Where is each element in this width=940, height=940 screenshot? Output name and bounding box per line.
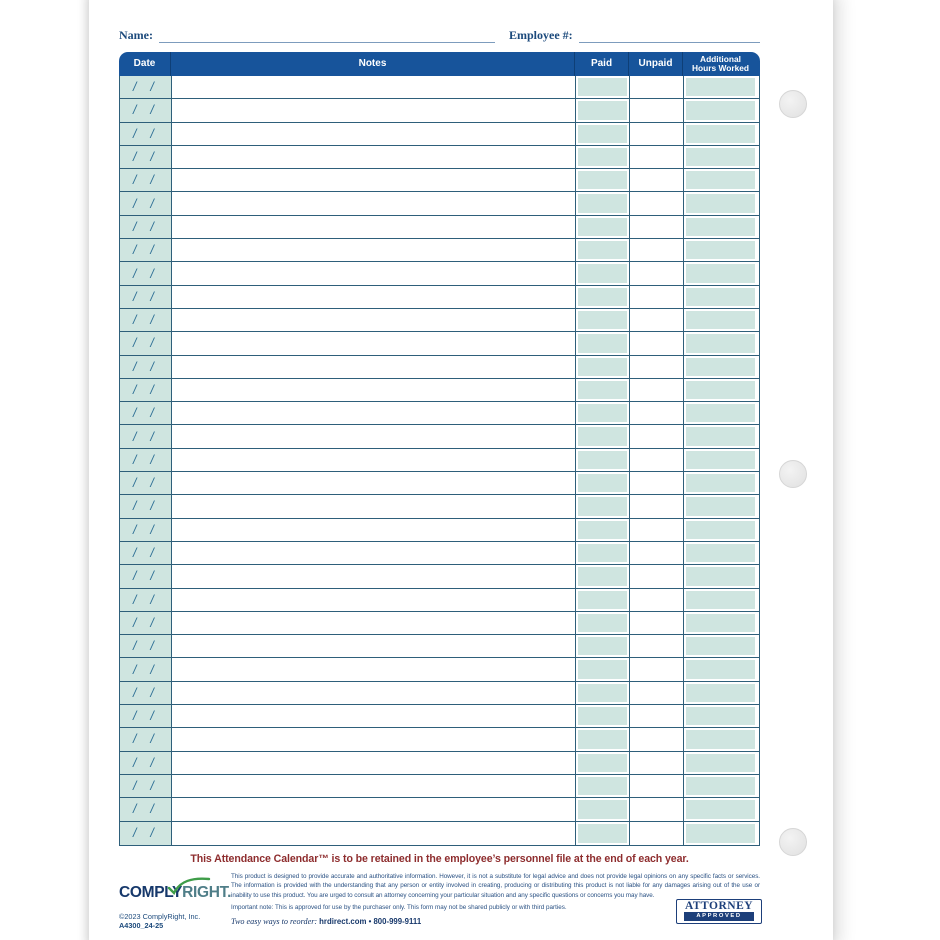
table-row <box>120 682 759 705</box>
table-row <box>120 449 759 472</box>
table-row <box>120 752 759 775</box>
paid-cell <box>576 542 630 564</box>
additional-cell <box>684 612 757 634</box>
table-row <box>120 542 759 565</box>
date-cell: / / <box>120 705 172 727</box>
additional-cell <box>684 658 757 680</box>
notes-cell <box>172 472 576 494</box>
date-cell: / / <box>120 635 172 657</box>
additional-cell <box>684 239 757 261</box>
notes-cell <box>172 682 576 704</box>
notes-cell <box>172 216 576 238</box>
notes-cell <box>172 658 576 680</box>
unpaid-cell <box>630 822 684 845</box>
notes-cell <box>172 635 576 657</box>
additional-cell <box>684 449 757 471</box>
notes-cell <box>172 146 576 168</box>
green-check-icon <box>167 875 211 895</box>
notes-cell <box>172 822 576 845</box>
copyright-text: ©2023 ComplyRight, Inc. <box>119 911 201 921</box>
retention-notice: This Attendance Calendar™ is to be retained in the employee’s personnel file at the end of each year. <box>190 852 689 865</box>
unpaid-cell <box>630 565 684 587</box>
additional-cell <box>684 146 757 168</box>
table-row <box>120 798 759 821</box>
notes-cell <box>172 775 576 797</box>
paper-form <box>89 0 833 940</box>
additional-cell <box>684 682 757 704</box>
additional-cell <box>684 262 757 284</box>
unpaid-cell <box>630 425 684 447</box>
paid-cell <box>576 262 630 284</box>
date-cell: / / <box>120 169 172 191</box>
notes-cell <box>172 239 576 261</box>
punch-hole-top <box>779 90 807 118</box>
paid-cell <box>576 169 630 191</box>
date-cell: / / <box>120 728 172 750</box>
notes-cell <box>172 495 576 517</box>
unpaid-cell <box>630 216 684 238</box>
date-cell: / / <box>120 146 172 168</box>
additional-cell <box>684 728 757 750</box>
additional-cell <box>684 425 757 447</box>
unpaid-cell <box>630 775 684 797</box>
table-row <box>120 728 759 751</box>
additional-cell <box>684 286 757 308</box>
notes-cell <box>172 379 576 401</box>
unpaid-cell <box>630 99 684 121</box>
unpaid-cell <box>630 262 684 284</box>
additional-cell <box>684 752 757 774</box>
name-label: Name: <box>119 28 153 42</box>
unpaid-cell <box>630 705 684 727</box>
table-row <box>120 495 759 518</box>
table-row <box>120 76 759 99</box>
date-cell: / / <box>120 379 172 401</box>
additional-cell <box>684 775 757 797</box>
notes-cell <box>172 402 576 424</box>
notes-cell <box>172 519 576 541</box>
additional-cell <box>684 519 757 541</box>
paid-cell <box>576 332 630 354</box>
unpaid-cell <box>630 286 684 308</box>
attorney-approved-badge: ATTORNEY APPROVED <box>676 899 762 924</box>
notes-cell <box>172 192 576 214</box>
table-row <box>120 425 759 448</box>
additional-cell <box>684 565 757 587</box>
reorder-info: Two easy ways to reorder: hrdirect.com • 800-999-9111 <box>231 916 422 926</box>
unpaid-cell <box>630 123 684 145</box>
unpaid-cell <box>630 169 684 191</box>
additional-cell <box>684 402 757 424</box>
notes-cell <box>172 262 576 284</box>
date-cell: / / <box>120 309 172 331</box>
table-row <box>120 472 759 495</box>
notes-cell <box>172 449 576 471</box>
date-cell: / / <box>120 565 172 587</box>
unpaid-cell <box>630 356 684 378</box>
paid-cell <box>576 705 630 727</box>
paid-cell <box>576 309 630 331</box>
table-row <box>120 589 759 612</box>
paid-cell <box>576 286 630 308</box>
table-row <box>120 402 759 425</box>
table-row <box>120 775 759 798</box>
legal-disclaimer: This product is designed to provide accurate and authoritative information. However, it is not a substitute for legal advice and does not provide legal opinions on any specific facts or services. The information is provided with the understanding that any person or entity involved in creating, producing or distributing this product is not liable for any damages arising out of the use or inability to use this product. You are urged to consult an attorney concerning your particular situation and any specific questions or concerns you may have. <box>231 872 760 899</box>
date-cell: / / <box>120 798 172 820</box>
paid-cell <box>576 356 630 378</box>
paid-cell <box>576 472 630 494</box>
additional-cell <box>684 192 757 214</box>
paid-cell <box>576 658 630 680</box>
reorder-contact: hrdirect.com • 800-999-9111 <box>319 916 422 926</box>
paid-cell <box>576 682 630 704</box>
unpaid-cell <box>630 76 684 98</box>
paid-cell <box>576 123 630 145</box>
notes-cell <box>172 612 576 634</box>
column-header-notes: Notes <box>171 52 575 76</box>
unpaid-cell <box>630 192 684 214</box>
table-row <box>120 658 759 681</box>
paid-cell <box>576 635 630 657</box>
unpaid-cell <box>630 752 684 774</box>
unpaid-cell <box>630 309 684 331</box>
paid-cell <box>576 449 630 471</box>
date-cell: / / <box>120 822 172 845</box>
notes-cell <box>172 565 576 587</box>
table-row <box>120 635 759 658</box>
paid-cell <box>576 798 630 820</box>
additional-cell <box>684 472 757 494</box>
table-row <box>120 262 759 285</box>
date-cell: / / <box>120 356 172 378</box>
date-cell: / / <box>120 612 172 634</box>
paid-cell <box>576 495 630 517</box>
date-cell: / / <box>120 192 172 214</box>
date-cell: / / <box>120 658 172 680</box>
employee-number-label: Employee #: <box>508 28 573 42</box>
table-row <box>120 519 759 542</box>
date-cell: / / <box>120 239 172 261</box>
unpaid-cell <box>630 239 684 261</box>
unpaid-cell <box>630 472 684 494</box>
date-cell: / / <box>120 76 172 98</box>
important-note: Important note: This is approved for use by the purchaser only. This form may not be shared publicly or with third parties. <box>231 903 567 911</box>
paid-cell <box>576 728 630 750</box>
unpaid-cell <box>630 146 684 168</box>
additional-cell <box>684 99 757 121</box>
additional-cell <box>684 379 757 401</box>
punch-hole-bottom <box>779 828 807 856</box>
unpaid-cell <box>630 612 684 634</box>
additional-cell <box>684 495 757 517</box>
table-row <box>120 705 759 728</box>
date-cell: / / <box>120 589 172 611</box>
unpaid-cell <box>630 589 684 611</box>
unpaid-cell <box>630 519 684 541</box>
column-header-date: Date <box>119 52 171 76</box>
punch-hole-middle <box>779 460 807 488</box>
table-row <box>120 123 759 146</box>
paid-cell <box>576 612 630 634</box>
table-body <box>119 76 760 846</box>
column-header-additional-hours: Additional Hours Worked <box>691 54 750 73</box>
additional-cell <box>684 542 757 564</box>
paid-cell <box>576 752 630 774</box>
paid-cell <box>576 216 630 238</box>
paid-cell <box>576 192 630 214</box>
date-cell: / / <box>120 123 172 145</box>
notes-cell <box>172 728 576 750</box>
table-row <box>120 286 759 309</box>
column-header-paid: Paid <box>575 52 629 76</box>
notes-cell <box>172 123 576 145</box>
unpaid-cell <box>630 379 684 401</box>
paid-cell <box>576 99 630 121</box>
table-row <box>120 216 759 239</box>
date-cell: / / <box>120 775 172 797</box>
unpaid-cell <box>630 402 684 424</box>
date-cell: / / <box>120 449 172 471</box>
date-cell: / / <box>120 542 172 564</box>
paid-cell <box>576 146 630 168</box>
identity-row <box>119 28 760 43</box>
date-cell: / / <box>120 262 172 284</box>
paid-cell <box>576 425 630 447</box>
additional-cell <box>684 356 757 378</box>
table-row <box>120 169 759 192</box>
employee-number-blank-line <box>579 30 760 43</box>
table-row <box>120 239 759 262</box>
notes-cell <box>172 76 576 98</box>
date-cell: / / <box>120 519 172 541</box>
notes-cell <box>172 169 576 191</box>
unpaid-cell <box>630 495 684 517</box>
unpaid-cell <box>630 542 684 564</box>
additional-cell <box>684 332 757 354</box>
unpaid-cell <box>630 682 684 704</box>
notes-cell <box>172 309 576 331</box>
unpaid-cell <box>630 635 684 657</box>
paid-cell <box>576 402 630 424</box>
notes-cell <box>172 286 576 308</box>
additional-cell <box>684 216 757 238</box>
additional-cell <box>684 309 757 331</box>
date-cell: / / <box>120 402 172 424</box>
additional-cell <box>684 589 757 611</box>
notes-cell <box>172 589 576 611</box>
attendance-table <box>119 52 760 846</box>
product-sku: A4300_24-25 <box>119 921 164 931</box>
unpaid-cell <box>630 332 684 354</box>
unpaid-cell <box>630 728 684 750</box>
notes-cell <box>172 798 576 820</box>
additional-cell <box>684 76 757 98</box>
date-cell: / / <box>120 99 172 121</box>
unpaid-cell <box>630 449 684 471</box>
notes-cell <box>172 705 576 727</box>
name-blank-line <box>159 30 495 43</box>
complyright-logo: COMPLYRIGHT. <box>119 884 225 902</box>
paid-cell <box>576 775 630 797</box>
notes-cell <box>172 542 576 564</box>
paid-cell <box>576 565 630 587</box>
table-row <box>120 146 759 169</box>
date-cell: / / <box>120 495 172 517</box>
notes-cell <box>172 425 576 447</box>
additional-cell <box>684 123 757 145</box>
date-cell: / / <box>120 332 172 354</box>
notes-cell <box>172 99 576 121</box>
additional-cell <box>684 798 757 820</box>
table-row <box>120 379 759 402</box>
column-header-unpaid: Unpaid <box>629 52 683 76</box>
table-row <box>120 99 759 122</box>
notes-cell <box>172 356 576 378</box>
date-cell: / / <box>120 286 172 308</box>
unpaid-cell <box>630 658 684 680</box>
table-row <box>120 356 759 379</box>
table-row <box>120 565 759 588</box>
paid-cell <box>576 239 630 261</box>
date-cell: / / <box>120 425 172 447</box>
table-row <box>120 192 759 215</box>
date-cell: / / <box>120 682 172 704</box>
paid-cell <box>576 589 630 611</box>
table-row <box>120 822 759 845</box>
form-footer <box>119 853 760 930</box>
date-cell: / / <box>120 472 172 494</box>
paid-cell <box>576 519 630 541</box>
paid-cell <box>576 822 630 845</box>
table-row <box>120 612 759 635</box>
paid-cell <box>576 379 630 401</box>
unpaid-cell <box>630 798 684 820</box>
paid-cell <box>576 76 630 98</box>
notes-cell <box>172 752 576 774</box>
date-cell: / / <box>120 216 172 238</box>
date-cell: / / <box>120 752 172 774</box>
table-row <box>120 309 759 332</box>
table-row <box>120 332 759 355</box>
notes-cell <box>172 332 576 354</box>
additional-cell <box>684 635 757 657</box>
additional-cell <box>684 705 757 727</box>
additional-cell <box>684 822 757 845</box>
table-header-row <box>119 52 760 76</box>
additional-cell <box>684 169 757 191</box>
